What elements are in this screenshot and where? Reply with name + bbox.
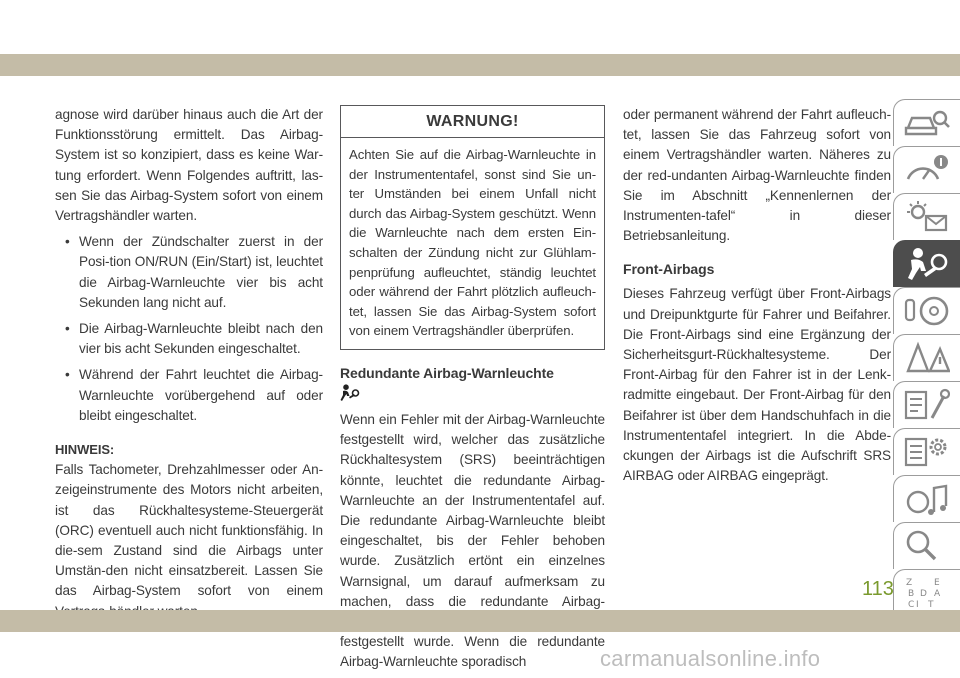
index-letter: C <box>908 600 915 610</box>
specifications-gear-icon <box>904 435 950 469</box>
tab-seatbelt-airbag[interactable] <box>893 240 960 287</box>
column-2 <box>340 105 605 673</box>
paragraph: oder permanent während der Fahrt aufleuch-tet, lassen Sie das Fahrzeug sofort von einem Vertragshändler warten. Näheres zu der red-undanten Airbag-Warnleuchte finden Sie im Abschnitt „Kennenlernen der Instrumenten-tafel“ in dieser Betriebsanleitung. <box>623 107 891 244</box>
tab-car-search[interactable] <box>893 99 960 146</box>
car-search-icon <box>904 106 950 140</box>
tab-dashboard-info[interactable] <box>893 146 960 193</box>
dashboard-info-icon <box>904 153 950 187</box>
section-text: Wenn ein Fehler mit der Airbag-Warnleuchte festgestellt wird, welcher das zusätzliche Rückhaltesystem (SRS) beeinträchtigen könnte, leuchtet die redundante Airbag-Warnleuchte an der Instrumententafel auf. Die redundante Airbag-Warnleuchte bleibt eingeschaltet, bis der Fehler behoben wurde. Zusätzlich ertönt ein einzelnes Warnsignal, um darauf aufmerksam zu machen, dass die redundante Airbag- festgestellt wurde. Wenn die redundante Airbag-Warnleuchte sporadisch <box>340 411 605 670</box>
tab-steering-key[interactable] <box>893 287 960 334</box>
index-letter: D <box>920 589 927 599</box>
tab-index[interactable] <box>893 569 960 616</box>
warning-box <box>340 105 605 350</box>
header-band <box>0 54 960 76</box>
bullet-item: • Während der Fahrt leuchtet die Airbag-Warnleuchte vorübergehend auf oder bleibt eingeschaltet. <box>55 365 323 426</box>
index-letter: T <box>928 600 934 610</box>
bullet-item: • Wenn der Zündschalter zuerst in der Posi-tion ON/RUN (Ein/Start) ist, leuchtet die Airbag-Warnleuchte vier bis acht Sekunden lang nicht auf. <box>55 232 323 313</box>
watermark: carmanualsonline.info <box>600 646 821 671</box>
index-letter: A <box>934 589 941 599</box>
tab-specifications[interactable] <box>893 428 960 475</box>
footer-band <box>0 610 960 632</box>
warning-lights-message-icon <box>904 200 950 234</box>
index-letter: I <box>916 600 919 610</box>
hint-text: Falls Tachometer, Drehzahlmesser oder An-zeigeinstrumente des Motors nicht arbeiten, ist das Rückhaltesysteme-Steuergerät (ORC) eventuell auch nicht funktionsfähig. In die-sem Zustand sind die Airbags unter Umstän-den nicht einsatzbereit. Lassen Sie das Airbag-System sofort von einem <box>55 462 323 599</box>
steering-wheel-key-icon <box>904 294 950 328</box>
seatbelt-airbag-icon <box>904 247 950 281</box>
tab-roadside[interactable] <box>893 334 960 381</box>
tab-warning-lights[interactable] <box>893 193 960 240</box>
warning-body <box>341 138 604 349</box>
tab-search[interactable] <box>893 522 960 569</box>
tab-service[interactable] <box>893 381 960 428</box>
column-3 <box>623 105 891 486</box>
section-text: Dieses Fahrzeug verfügt über Front-Airbags und Dreipunktgurte für Fahrer und Beifahrer. Die Front-Airbags sind eine Ergänzung der Sicherheitsgurt-Rückhaltesysteme. Der Front-Airbag für den Fahrer ist in der Lenk-radmitte eingebaut. Der Front-Airbag für den Beifahrer ist über dem Handschuhfach in die Instrumententafel integriert. In die Abde-ckungen der Airbags ist die Aufschrift SRS AIRBAG oder AIRBAG eingeprägt. <box>623 286 891 484</box>
search-icon <box>904 529 950 563</box>
wrench-service-icon <box>904 388 950 422</box>
section-heading: Redundante Airbag-Warnleuchte <box>340 364 554 381</box>
section-heading: Front-Airbags <box>623 261 715 278</box>
airbag-warning-icon <box>340 384 360 402</box>
header-area <box>0 0 960 54</box>
paragraph: agnose wird darüber hinaus auch die Art der Funktionsstörung ermittelt. Das Airbag-System ist so konzipiert, dass es keine War-tung erfordert. Wenn Folgendes auftritt, las-sen Sie das Airbag-System sofort von einem Vertragshändler warten. <box>55 107 323 224</box>
index-letter: Z <box>906 578 913 588</box>
index-letters-icon <box>904 576 950 610</box>
page-number: 113 <box>862 578 894 600</box>
bullet-item: • Die Airbag-Warnleuchte bleibt nach den vier bis acht Sekunden eingeschaltet. <box>55 319 323 359</box>
tab-multimedia[interactable] <box>893 475 960 522</box>
index-letter: E <box>934 578 940 588</box>
hint-title: HINWEIS: <box>55 442 115 458</box>
index-letter: B <box>908 589 915 599</box>
column-1 <box>55 105 323 622</box>
warning-title: WARNUNG! <box>341 106 604 138</box>
roadside-warning-icon <box>904 341 950 375</box>
warning-text: Achten Sie auf die Airbag-Warnleuchte in der Instrumententafel, sonst sind Sie un-ter Umständen bei einem Unfall nicht durch das Airbag-System geschützt. Wenn die Warnleuchte nach dem ersten Ein-schalten der Zündung nicht zur Glühlam-penprüfung aufleuchtet, ständig leuchtet oder während der Fahrt plötzlich aufleuch-tet, lassen Sie das Airbag-System sofort von einem Vertragshändler überprüfen. <box>349 147 596 339</box>
multimedia-navigation-icon <box>904 482 950 516</box>
